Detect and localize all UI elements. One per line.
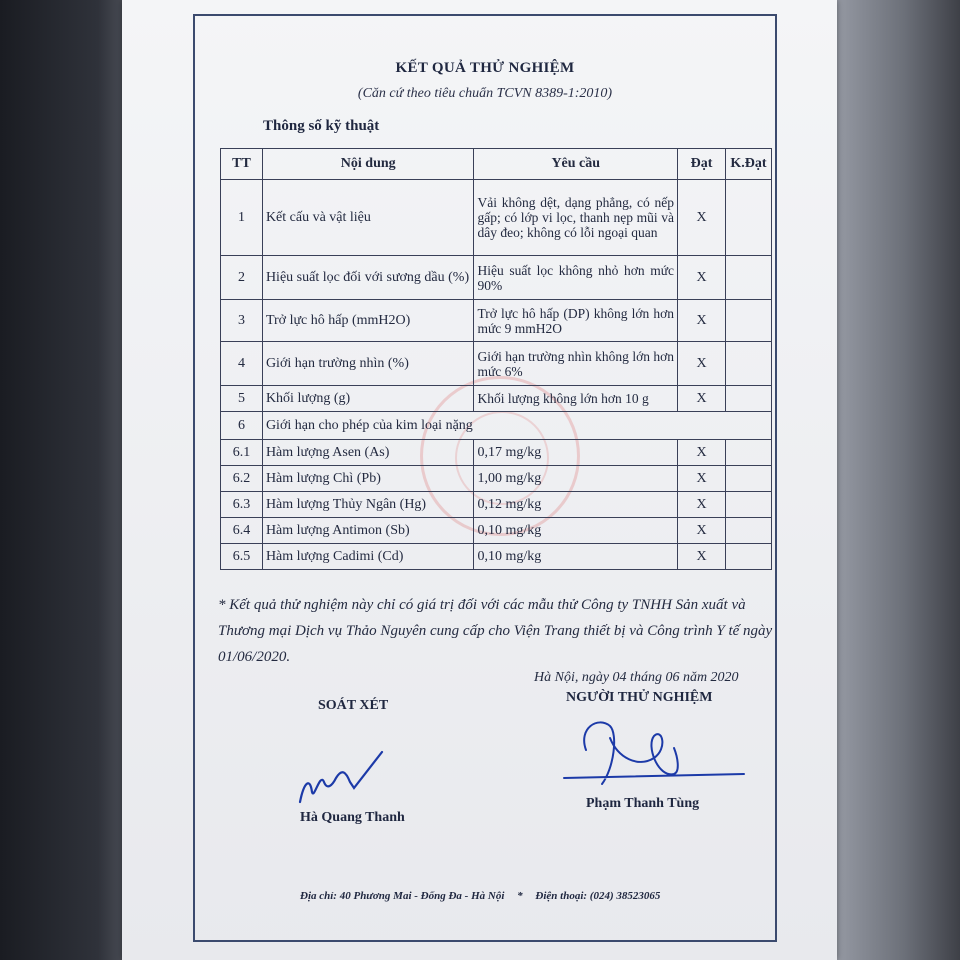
row-content: Khối lượng (g) — [262, 386, 474, 412]
row-content: Hiệu suất lọc đối với sương dầu (%) — [262, 256, 474, 300]
row-pass-mark: X — [678, 386, 726, 412]
row-pass-mark: X — [678, 440, 726, 466]
row-pass-mark: X — [678, 300, 726, 342]
row-number: 5 — [221, 386, 263, 412]
header-fail: K.Đạt — [725, 149, 771, 180]
table-row — [221, 440, 772, 466]
table-row-group-header — [221, 412, 772, 440]
row-content: Giới hạn cho phép của kim loại nặng — [262, 412, 771, 440]
row-pass-mark: X — [678, 180, 726, 256]
document-title: KẾT QUẢ THỬ NGHIỆM — [395, 60, 575, 76]
row-content: Hàm lượng Cadimi (Cd) — [262, 544, 474, 570]
row-fail-mark — [725, 180, 771, 256]
row-number: 4 — [221, 342, 263, 386]
table-row — [221, 300, 772, 342]
row-fail-mark — [725, 386, 771, 412]
row-number: 6 — [221, 412, 263, 440]
row-content: Hàm lượng Chì (Pb) — [262, 466, 474, 492]
footer-contact — [300, 890, 660, 902]
row-requirement: Vải không dệt, dạng phẳng, có nếp gấp; có lớp vi lọc, thanh nẹp mũi và dây đeo; không có lỗi ngoại quan — [474, 180, 678, 256]
row-requirement: 1,00 mg/kg — [474, 466, 678, 492]
table-row — [221, 466, 772, 492]
row-number: 6.1 — [221, 440, 263, 466]
row-number: 2 — [221, 256, 263, 300]
place-date: Hà Nội, ngày 04 tháng 06 năm 2020 — [534, 670, 739, 685]
row-pass-mark: X — [678, 342, 726, 386]
row-content: Hàm lượng Antimon (Sb) — [262, 518, 474, 544]
row-number: 6.3 — [221, 492, 263, 518]
row-content: Hàm lượng Asen (As) — [262, 440, 474, 466]
reviewer-name: Hà Quang Thanh — [300, 810, 405, 825]
footer-phone: Điện thoại: (024) 38523065 — [535, 890, 661, 902]
row-content: Giới hạn trường nhìn (%) — [262, 342, 474, 386]
row-fail-mark — [725, 518, 771, 544]
row-requirement: Khối lượng không lớn hơn 10 g — [474, 386, 678, 412]
row-pass-mark: X — [678, 518, 726, 544]
section-title: Thông số kỹ thuật — [263, 118, 380, 134]
row-pass-mark: X — [678, 256, 726, 300]
row-requirement: Giới hạn trường nhìn không lớn hơn mức 6% — [474, 342, 678, 386]
row-pass-mark: X — [678, 544, 726, 570]
row-pass-mark: X — [678, 492, 726, 518]
row-content: Kết cấu và vật liệu — [262, 180, 474, 256]
row-fail-mark — [725, 342, 771, 386]
table-row — [221, 492, 772, 518]
disclaimer-note: * Kết quả thử nghiệm này chỉ có giá trị đối với các mẫu thử Công ty TNHH Sản xuất và Thương mại Dịch vụ Thảo Nguyên cung cấp cho Viện Trang thiết bị và Công trình Y tế ngày 01/06/2020. — [218, 597, 773, 665]
header-requirement: Yêu cầu — [474, 149, 678, 180]
background-left — [0, 0, 140, 960]
row-fail-mark — [725, 300, 771, 342]
row-fail-mark — [725, 544, 771, 570]
background-right — [820, 0, 960, 960]
table-row — [221, 180, 772, 256]
table-row — [221, 518, 772, 544]
row-requirement: Trở lực hô hấp (DP) không lớn hơn mức 9 mmH2O — [474, 300, 678, 342]
table-row — [221, 256, 772, 300]
row-number: 6.2 — [221, 466, 263, 492]
row-fail-mark — [725, 466, 771, 492]
row-number: 3 — [221, 300, 263, 342]
row-number: 6.4 — [221, 518, 263, 544]
row-requirement: 0,12 mg/kg — [474, 492, 678, 518]
row-number: 1 — [221, 180, 263, 256]
row-requirement: 0,17 mg/kg — [474, 440, 678, 466]
tester-role: NGƯỜI THỬ NGHIỆM — [566, 690, 713, 705]
row-pass-mark: X — [678, 466, 726, 492]
tester-name: Phạm Thanh Tùng — [586, 796, 700, 811]
row-content: Trở lực hô hấp (mmH2O) — [262, 300, 474, 342]
row-number: 6.5 — [221, 544, 263, 570]
header-pass: Đạt — [678, 149, 726, 180]
header-content: Nội dung — [262, 149, 474, 180]
reviewer-signature — [292, 742, 392, 812]
row-requirement: Hiệu suất lọc không nhỏ hơn mức 90% — [474, 256, 678, 300]
table-row — [221, 342, 772, 386]
footer-separator: * — [517, 890, 523, 902]
document-subtitle: (Căn cứ theo tiêu chuẩn TCVN 8389-1:2010) — [357, 86, 613, 101]
row-requirement: 0,10 mg/kg — [474, 544, 678, 570]
footer-address: Địa chỉ: 40 Phương Mai - Đống Đa - Hà Nội — [300, 890, 505, 902]
row-requirement: 0,10 mg/kg — [474, 518, 678, 544]
row-content: Hàm lượng Thủy Ngân (Hg) — [262, 492, 474, 518]
tester-signature — [558, 708, 758, 798]
reviewer-role: SOÁT XÉT — [318, 698, 389, 713]
row-fail-mark — [725, 440, 771, 466]
spec-table — [220, 148, 772, 570]
table-row — [221, 544, 772, 570]
table-header-row — [221, 149, 772, 180]
row-fail-mark — [725, 256, 771, 300]
header-tt: TT — [221, 149, 263, 180]
table-row — [221, 386, 772, 412]
row-fail-mark — [725, 492, 771, 518]
